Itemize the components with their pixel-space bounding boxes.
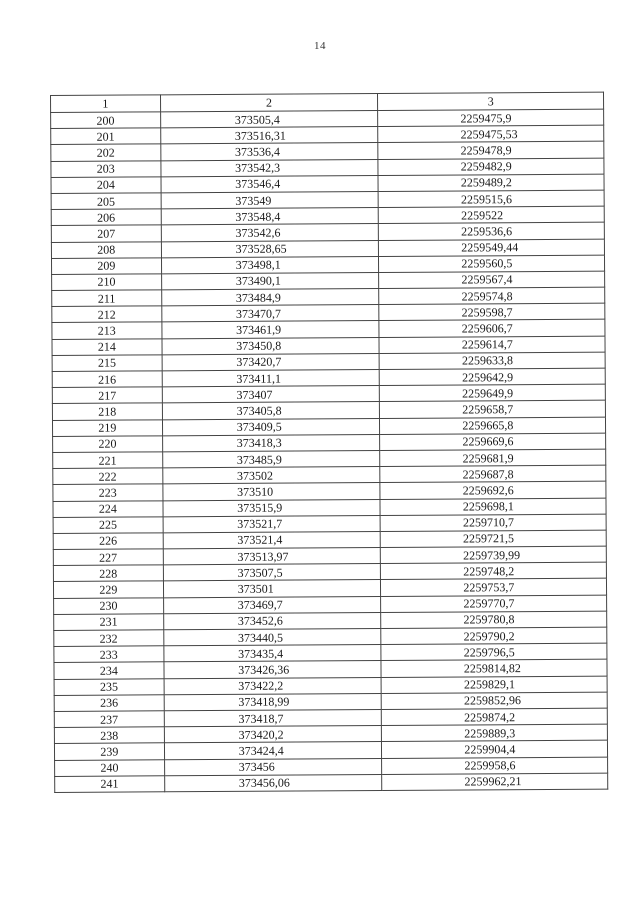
y-coordinate-cell: 2259692,6 xyxy=(380,481,606,499)
point-number-cell: 226 xyxy=(53,533,163,550)
point-number-cell: 212 xyxy=(52,306,162,323)
x-coordinate-cell: 373469,7 xyxy=(163,596,381,614)
point-number-cell: 205 xyxy=(51,193,161,210)
header-point-number: 1 xyxy=(51,95,161,113)
coordinates-table xyxy=(50,92,608,793)
y-coordinate-cell: 2259665,8 xyxy=(380,417,606,435)
x-coordinate-cell: 373405,8 xyxy=(162,402,380,420)
point-number-cell: 228 xyxy=(53,565,163,582)
point-number-cell: 231 xyxy=(54,614,164,631)
y-coordinate-cell: 2259852,96 xyxy=(381,692,607,710)
y-coordinate-cell: 2259687,8 xyxy=(380,465,606,483)
y-coordinate-cell: 2259739,99 xyxy=(381,546,607,564)
x-coordinate-cell: 373498,1 xyxy=(161,256,379,274)
point-number-cell: 209 xyxy=(51,258,161,275)
y-coordinate-cell: 2259606,7 xyxy=(379,320,605,338)
x-coordinate-cell: 373452,6 xyxy=(163,612,381,630)
x-coordinate-cell: 373510 xyxy=(163,483,381,501)
x-coordinate-cell: 373548,4 xyxy=(161,208,379,226)
x-coordinate-cell: 373456 xyxy=(164,758,382,776)
x-coordinate-cell: 373418,7 xyxy=(164,709,382,727)
point-number-cell: 240 xyxy=(55,759,165,776)
x-coordinate-cell: 373490,1 xyxy=(161,272,379,290)
y-coordinate-cell: 2259515,6 xyxy=(378,190,604,208)
point-number-cell: 204 xyxy=(51,177,161,194)
y-coordinate-cell: 2259721,5 xyxy=(380,530,606,548)
y-coordinate-cell: 2259475,9 xyxy=(378,109,604,127)
x-coordinate-cell: 373440,5 xyxy=(163,628,381,646)
point-number-cell: 220 xyxy=(53,436,163,453)
y-coordinate-cell: 2259574,8 xyxy=(379,287,605,305)
y-coordinate-cell: 2259814,82 xyxy=(381,659,607,677)
x-coordinate-cell: 373422,2 xyxy=(164,677,382,695)
y-coordinate-cell: 2259889,3 xyxy=(382,724,608,742)
point-number-cell: 207 xyxy=(51,225,161,242)
y-coordinate-cell: 2259567,4 xyxy=(379,271,605,289)
y-coordinate-cell: 2259780,8 xyxy=(381,611,607,629)
point-number-cell: 223 xyxy=(53,484,163,501)
x-coordinate-cell: 373418,99 xyxy=(164,693,382,711)
point-number-cell: 219 xyxy=(52,419,162,436)
point-number-cell: 236 xyxy=(54,695,164,712)
x-coordinate-cell: 373507,5 xyxy=(163,564,381,582)
y-coordinate-cell: 2259770,7 xyxy=(381,595,607,613)
point-number-cell: 218 xyxy=(52,403,162,420)
x-coordinate-cell: 373521,4 xyxy=(163,531,381,549)
x-coordinate-cell: 373521,7 xyxy=(163,515,381,533)
y-coordinate-cell: 2259560,5 xyxy=(379,255,605,273)
x-coordinate-cell: 373505,4 xyxy=(160,110,378,128)
header-x-coordinate: 2 xyxy=(160,93,378,111)
point-number-cell: 238 xyxy=(54,727,164,744)
point-number-cell: 233 xyxy=(54,646,164,663)
x-coordinate-cell: 373424,4 xyxy=(164,742,382,760)
x-coordinate-cell: 373420,7 xyxy=(162,353,380,371)
x-coordinate-cell: 373418,3 xyxy=(162,434,380,452)
point-number-cell: 202 xyxy=(51,144,161,161)
x-coordinate-cell: 373501 xyxy=(163,580,381,598)
y-coordinate-cell: 2259958,6 xyxy=(382,757,608,775)
x-coordinate-cell: 373484,9 xyxy=(161,289,379,307)
y-coordinate-cell: 2259658,7 xyxy=(380,400,606,418)
y-coordinate-cell: 2259698,1 xyxy=(380,498,606,516)
x-coordinate-cell: 373542,6 xyxy=(161,224,379,242)
x-coordinate-cell: 373542,3 xyxy=(161,159,379,177)
y-coordinate-cell: 2259482,9 xyxy=(378,158,604,176)
point-number-cell: 232 xyxy=(54,630,164,647)
y-coordinate-cell: 2259904,4 xyxy=(382,740,608,758)
y-coordinate-cell: 2259753,7 xyxy=(381,579,607,597)
y-coordinate-cell: 2259489,2 xyxy=(378,174,604,192)
x-coordinate-cell: 373461,9 xyxy=(162,321,380,339)
x-coordinate-cell: 373450,8 xyxy=(162,337,380,355)
point-number-cell: 210 xyxy=(52,274,162,291)
x-coordinate-cell: 373426,36 xyxy=(164,661,382,679)
table-row xyxy=(55,773,608,793)
y-coordinate-cell: 2259710,7 xyxy=(380,514,606,532)
x-coordinate-cell: 373409,5 xyxy=(162,418,380,436)
point-number-cell: 230 xyxy=(54,597,164,614)
point-number-cell: 227 xyxy=(53,549,163,566)
point-number-cell: 214 xyxy=(52,338,162,355)
table-body xyxy=(51,109,608,792)
y-coordinate-cell: 2259475,53 xyxy=(378,125,604,143)
point-number-cell: 216 xyxy=(52,371,162,388)
x-coordinate-cell: 373516,31 xyxy=(160,127,378,145)
y-coordinate-cell: 2259633,8 xyxy=(379,352,605,370)
x-coordinate-cell: 373536,4 xyxy=(160,143,378,161)
y-coordinate-cell: 2259829,1 xyxy=(381,676,607,694)
point-number-cell: 201 xyxy=(51,128,161,145)
y-coordinate-cell: 2259649,9 xyxy=(380,384,606,402)
y-coordinate-cell: 2259478,9 xyxy=(378,141,604,159)
point-number-cell: 215 xyxy=(52,355,162,372)
y-coordinate-cell: 2259796,5 xyxy=(381,643,607,661)
x-coordinate-cell: 373407 xyxy=(162,386,380,404)
point-number-cell: 237 xyxy=(54,711,164,728)
x-coordinate-cell: 373470,7 xyxy=(161,305,379,323)
point-number-cell: 225 xyxy=(53,517,163,534)
y-coordinate-cell: 2259748,2 xyxy=(381,562,607,580)
x-coordinate-cell: 373420,2 xyxy=(164,726,382,744)
y-coordinate-cell: 2259681,9 xyxy=(380,449,606,467)
x-coordinate-cell: 373546,4 xyxy=(161,175,379,193)
point-number-cell: 211 xyxy=(52,290,162,307)
x-coordinate-cell: 373515,9 xyxy=(163,499,381,517)
point-number-cell: 222 xyxy=(53,468,163,485)
point-number-cell: 224 xyxy=(53,500,163,517)
point-number-cell: 235 xyxy=(54,678,164,695)
point-number-cell: 213 xyxy=(52,322,162,339)
point-number-cell: 206 xyxy=(51,209,161,226)
point-number-cell: 221 xyxy=(53,452,163,469)
y-coordinate-cell: 2259522 xyxy=(379,206,605,224)
y-coordinate-cell: 2259536,6 xyxy=(379,222,605,240)
y-coordinate-cell: 2259874,2 xyxy=(382,708,608,726)
x-coordinate-cell: 373528,65 xyxy=(161,240,379,258)
x-coordinate-cell: 373456,06 xyxy=(164,774,382,792)
y-coordinate-cell: 2259962,21 xyxy=(382,773,608,791)
y-coordinate-cell: 2259549,44 xyxy=(379,239,605,257)
point-number-cell: 208 xyxy=(51,241,161,258)
point-number-cell: 200 xyxy=(51,112,161,129)
point-number-cell: 217 xyxy=(52,387,162,404)
x-coordinate-cell: 373513,97 xyxy=(163,548,381,566)
y-coordinate-cell: 2259598,7 xyxy=(379,303,605,321)
header-y-coordinate: 3 xyxy=(378,92,604,110)
x-coordinate-cell: 373485,9 xyxy=(162,450,380,468)
page-number: 14 xyxy=(314,40,326,52)
point-number-cell: 234 xyxy=(54,662,164,679)
point-number-cell: 229 xyxy=(53,581,163,598)
y-coordinate-cell: 2259614,7 xyxy=(379,336,605,354)
point-number-cell: 203 xyxy=(51,160,161,177)
y-coordinate-cell: 2259642,9 xyxy=(379,368,605,386)
x-coordinate-cell: 373502 xyxy=(162,467,380,485)
x-coordinate-cell: 373435,4 xyxy=(164,645,382,663)
x-coordinate-cell: 373411,1 xyxy=(162,369,380,387)
y-coordinate-cell: 2259669,6 xyxy=(380,433,606,451)
point-number-cell: 241 xyxy=(55,776,165,793)
y-coordinate-cell: 2259790,2 xyxy=(381,627,607,645)
point-number-cell: 239 xyxy=(54,743,164,760)
x-coordinate-cell: 373549 xyxy=(161,191,379,209)
